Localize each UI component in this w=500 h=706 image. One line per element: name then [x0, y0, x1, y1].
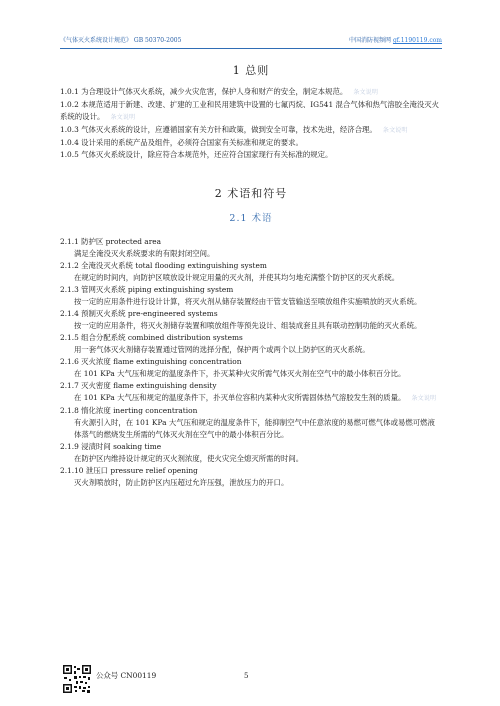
term-definition: 按一定的应用条件进行设计计算，将灭火剂从储存装置经由干管支管输送至喷放组件实施喷放的灭火系统。 [74, 297, 422, 306]
chapter-2-title: 2 术语和符号 [214, 187, 288, 200]
term-definition: 用一套气体灭火剂储存装置通过管网的选择分配，保护两个或两个以上防护区的灭火系统。 [74, 345, 370, 354]
term-heading: 2.1.6 灭火浓度 flame extinguishing concentration [60, 357, 242, 366]
term-definition: 在防护区内维持设计规定的灭火剂浓度，使火灾完全熄灭所需的时间。 [74, 454, 304, 463]
clause-1-0-5: 1.0.5 气体灭火系统设计，除应符合本规范外，还应符合国家现行有关标准的规定。 [60, 150, 333, 159]
section-2-1-title: 2.1 术语 [229, 213, 273, 224]
wechat-account: 公众号 CN00119 [96, 671, 157, 680]
chapter-1-title: 1 总则 [232, 64, 270, 77]
clause-explanation-link[interactable]: 条文说明 [411, 395, 437, 402]
page-content [60, 62, 442, 489]
term-heading: 2.1.2 全淹没灭火系统 total flooding extinguishing system [60, 261, 267, 270]
term-heading: 2.1.9 浸渍时间 soaking time [60, 442, 162, 451]
clause-explanation-link[interactable]: 条文说明 [110, 114, 136, 121]
term-definition: 按一定的应用条件，将灭火剂储存装置和喷放组件等预先设计、组装成套且具有联动控制功能的灭火系统。 [74, 321, 422, 330]
term-heading: 2.1.10 泄压口 pressure relief opening [60, 466, 198, 475]
clause-explanation-link[interactable]: 条文说明 [353, 89, 378, 96]
term-heading: 2.1.7 灭火密度 flame extinguishing density [60, 381, 217, 390]
header-document-title: 《气体灭火系统设计规范》 GB 50370-2005 [60, 37, 182, 44]
page-header [60, 36, 442, 49]
clause-explanation-link[interactable]: 条文说明 [382, 127, 408, 134]
term-heading: 2.1.1 防护区 protected area [60, 237, 162, 246]
clause-1-0-3: 1.0.3 气体灭火系统的设计，应遵循国家有关方针和政策，做到安全可靠，技术先进，经济合理。 条文说明 [60, 125, 408, 134]
term-heading: 2.1.4 预制灭火系统 pre-engineered systems [60, 309, 218, 318]
term-heading: 2.1.3 管网灭火系统 piping extinguishing system [60, 285, 234, 294]
term-definition: 在 101 KPa 大气压和规定的温度条件下，扑灭单位容积内某种火灾所需固体热气溶胶发生剂的质量。 条文说明 [74, 393, 437, 402]
term-definition: 有火源引入时，在 101 KPa 大气压和规定的温度条件下，能抑制空气中任意浓度的易燃可燃气体或易燃可燃液体蒸气的燃烧发生所需的气体灭火剂在空气中的最小体积百分比。 [74, 418, 435, 439]
term-definition: 在规定的时间内，向防护区喷放设计规定用量的灭火剂，并使其均匀地充满整个防护区的灭火系统。 [74, 273, 400, 282]
qr-code-icon [62, 664, 92, 694]
term-heading: 2.1.8 惰化浓度 inerting concentration [60, 406, 198, 415]
term-definition: 在 101 KPa 大气压和规定的温度条件下，扑灭某种火灾所需气体灭火剂在空气中的最小体积百分比。 [74, 369, 406, 378]
term-definition: 灭火剂喷放时，防止防护区内压超过允许压强，泄放压力的开口。 [74, 478, 289, 487]
header-site-link[interactable]: gf.1190119.com [392, 37, 442, 44]
term-definition: 满足全淹没灭火系统要求的有限封闭空间。 [74, 249, 215, 258]
clause-1-0-1: 1.0.1 为合理设计气体灭火系统，减少火灾危害，保护人身和财产的安全，制定本规范。 条文说明 [60, 87, 378, 96]
term-heading: 2.1.5 组合分配系统 combined distribution systems [60, 333, 243, 342]
header-site-name: 中国消防视频网 [349, 37, 392, 44]
header-site [349, 36, 442, 48]
clause-1-0-4: 1.0.4 设计采用的系统产品及组件，必须符合国家有关标准和规定的要求。 [60, 138, 303, 147]
clause-1-0-2: 1.0.2 本规范适用于新建、改建、扩建的工业和民用建筑中设置的七氟丙烷、IG541 混合气体和热气溶胶全淹没灭火系统的设计。 条文说明 [60, 100, 440, 121]
page-number: 5 [244, 672, 249, 680]
